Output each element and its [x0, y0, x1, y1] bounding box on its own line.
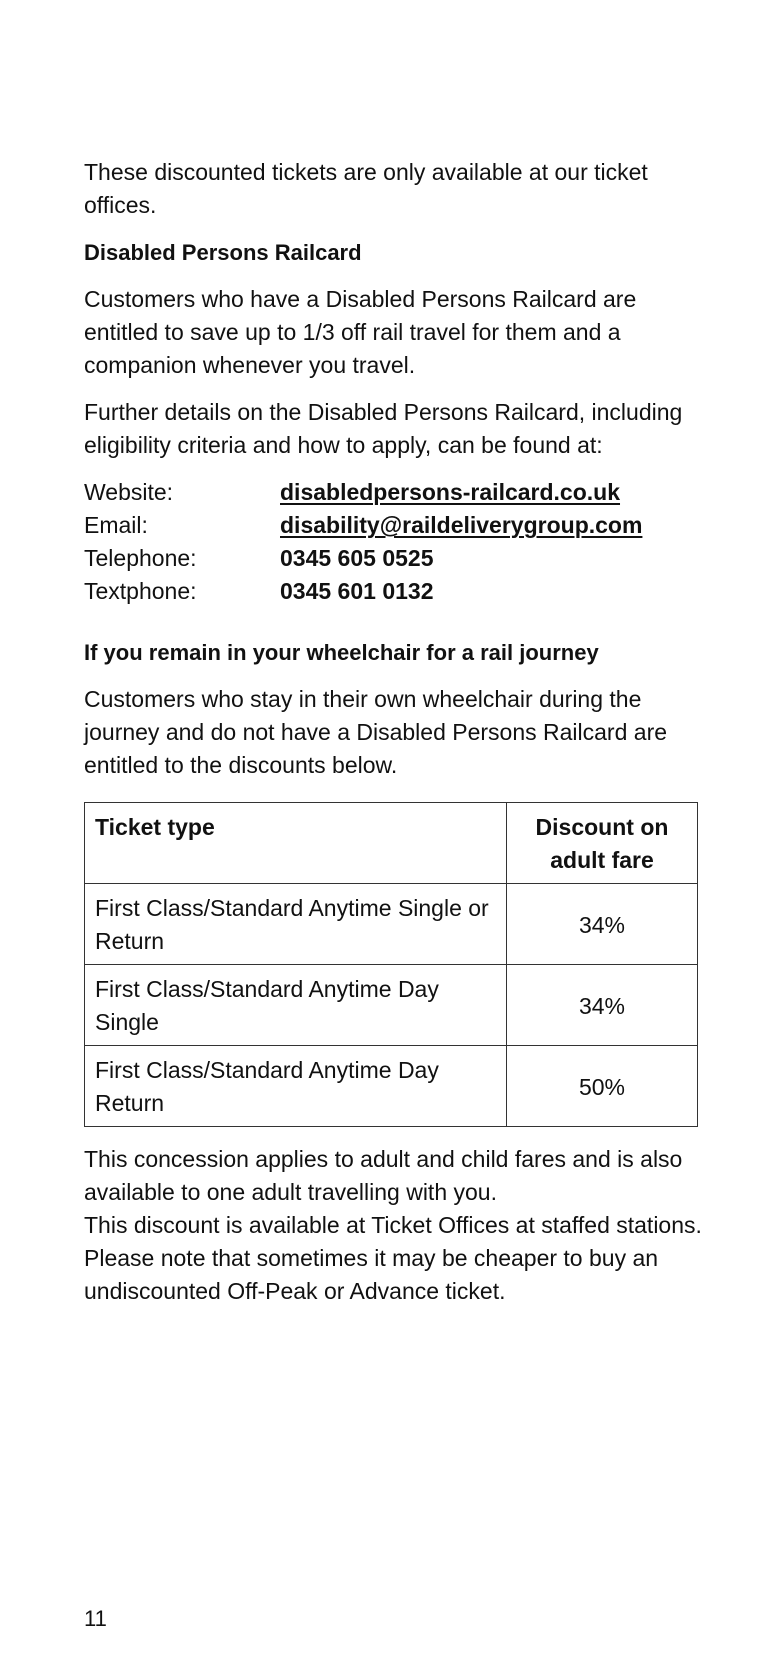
- wheelchair-heading: If you remain in your wheelchair for a rail journey: [84, 640, 599, 665]
- website-label: Website:: [84, 479, 174, 505]
- header-discount: Discount on adult fare: [507, 803, 698, 884]
- table-row: [85, 1046, 698, 1127]
- discount-cell: 50%: [507, 1046, 698, 1127]
- table-header-row: [85, 803, 698, 884]
- textphone-label: Textphone:: [84, 578, 197, 604]
- email-label: Email:: [84, 512, 148, 538]
- textphone-number: 0345 601 0132: [280, 578, 434, 604]
- contact-row-textphone: [84, 575, 704, 608]
- contact-row-email: [84, 509, 704, 542]
- intro-text: These discounted tickets are only available at our ticket offices.: [84, 159, 648, 218]
- ticket-type-cell: First Class/Standard Anytime Day Return: [85, 1046, 507, 1127]
- railcard-details-intro: Further details on the Disabled Persons Railcard, including eligibility criteria and how to apply, can be found at:: [84, 399, 683, 458]
- ticket-office-note: This discount is available at Ticket Offices at staffed stations. Please note that sometimes it may be cheaper to buy an undiscounted Off-Peak or Advance ticket.: [84, 1212, 702, 1304]
- page-number: 11: [84, 1606, 107, 1631]
- concession-note: This concession applies to adult and child fares and is also available to one adult travelling with you.: [84, 1146, 683, 1205]
- wheelchair-description: Customers who stay in their own wheelchair during the journey and do not have a Disabled Persons Railcard are entitled to the discounts below.: [84, 686, 668, 778]
- telephone-label: Telephone:: [84, 545, 197, 571]
- railcard-heading: Disabled Persons Railcard: [84, 240, 362, 265]
- telephone-number: 0345 605 0525: [280, 545, 434, 571]
- discount-cell: 34%: [507, 884, 698, 965]
- page-content: [84, 156, 704, 1308]
- ticket-type-cell: First Class/Standard Anytime Single or Return: [85, 884, 507, 965]
- discount-cell: 34%: [507, 965, 698, 1046]
- email-link[interactable]: disability@raildeliverygroup.com: [280, 512, 643, 538]
- railcard-description: Customers who have a Disabled Persons Railcard are entitled to save up to 1/3 off rail travel for them and a companion whenever you travel.: [84, 286, 637, 378]
- discount-table: [84, 802, 698, 1127]
- header-ticket-type: Ticket type: [85, 803, 507, 884]
- contact-list: [84, 476, 704, 608]
- contact-row-telephone: [84, 542, 704, 575]
- table-row: [85, 884, 698, 965]
- contact-row-website: [84, 476, 704, 509]
- ticket-type-cell: First Class/Standard Anytime Day Single: [85, 965, 507, 1046]
- table-row: [85, 965, 698, 1046]
- website-link[interactable]: disabledpersons-railcard.co.uk: [280, 479, 621, 505]
